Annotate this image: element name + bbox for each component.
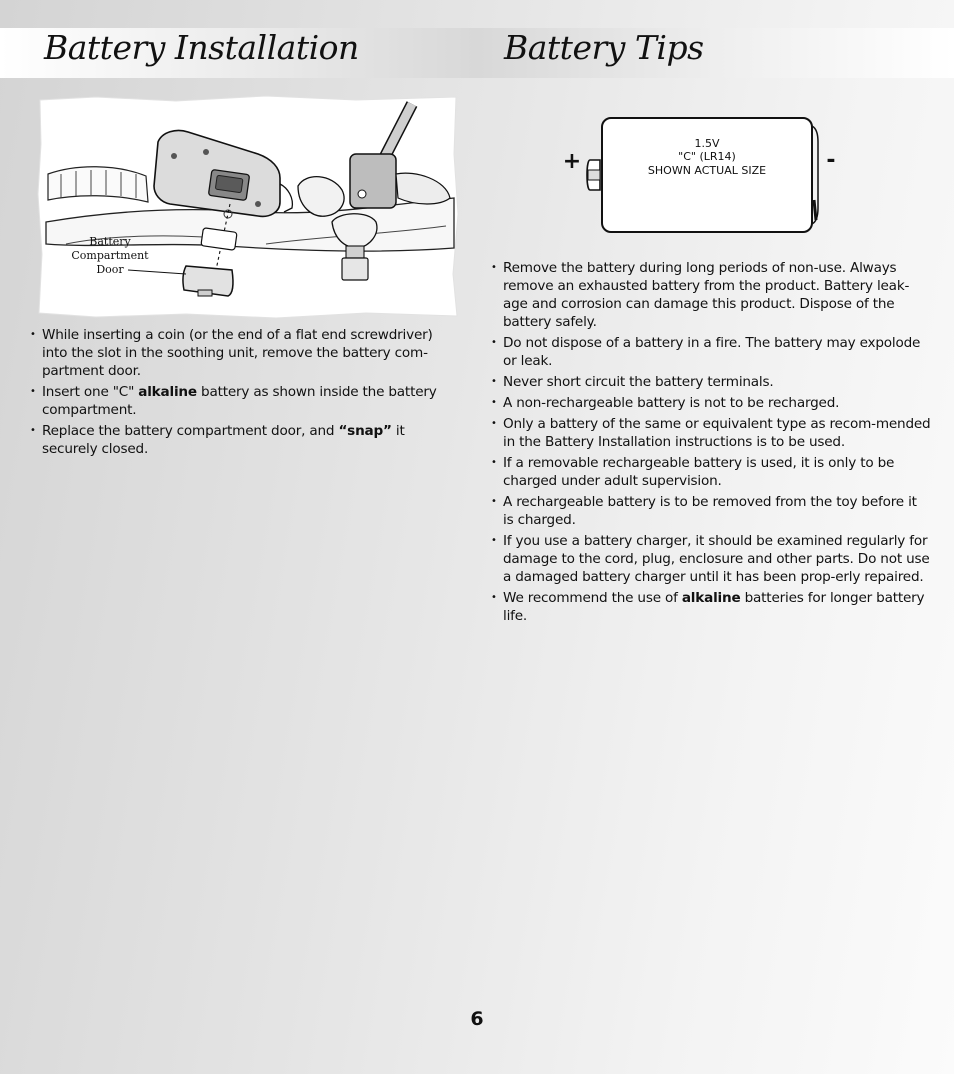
list-item-text: Do not dispose of a battery in a fire. The battery may expolode or leak. [503, 335, 921, 369]
battery-label-type: "C" (LR14) [678, 150, 736, 163]
list-item [491, 415, 931, 451]
list-item-text: A rechargeable battery is to be removed from the toy before it is charged. [503, 494, 917, 528]
list-item [30, 383, 455, 419]
list-item-text: Never short circuit the battery terminals. [503, 374, 774, 390]
c-battery-illustration [558, 112, 838, 238]
battery-tips-list [491, 259, 931, 628]
battery-installation-illustration [36, 94, 460, 320]
list-item [491, 334, 931, 370]
list-item [491, 373, 931, 391]
list-item-text-bold: “snap” [338, 423, 392, 439]
list-item-text-post: batteries for longer battery life. [503, 590, 925, 624]
list-item-text-pre: Replace the battery compartment door, and [42, 423, 339, 439]
list-item-text: If you use a battery charger, it should be examined regularly for damage to the cord, plug, enclosure and other parts. Do not use a damaged battery charger until it has been prop-erly repaired. [503, 533, 930, 585]
callout-compartment: Compartment [71, 249, 149, 262]
battery-plus-sign: + [562, 149, 582, 174]
list-item-text-post: battery as shown inside the battery compartment. [42, 384, 437, 418]
list-item [491, 493, 931, 529]
list-item [491, 259, 931, 331]
title-battery-tips: Battery Tips [504, 28, 704, 67]
list-item [491, 589, 931, 625]
list-item-text: Remove the battery during long periods of non-use. Always remove an exhausted battery from the product. Battery leak-age and corrosion can damage this product. Dispose of the battery safely. [503, 260, 910, 330]
list-item-text: Only a battery of the same or equivalent type as recom-mended in the Battery Installation instructions is to be used. [503, 416, 931, 450]
callout-battery: Battery [89, 235, 131, 248]
page-number: 6 [470, 1008, 484, 1030]
list-item-text: If a removable rechargeable battery is used, it is only to be charged under adult supervision. [503, 455, 895, 489]
title-battery-installation: Battery Installation [44, 28, 359, 67]
list-item [491, 532, 931, 586]
list-item-text-bold: alkaline [138, 384, 197, 400]
list-item [30, 326, 455, 380]
battery-minus-sign: - [826, 148, 836, 173]
callout-door: Door [96, 263, 124, 276]
list-item-text-pre: Insert one "C" [42, 384, 139, 400]
list-item [491, 394, 931, 412]
installation-steps-list [30, 326, 455, 461]
list-item-text-bold: alkaline [681, 590, 741, 606]
battery-label-size: SHOWN ACTUAL SIZE [647, 164, 767, 177]
list-item-text-post: it securely closed. [42, 423, 405, 457]
list-item-text-pre: We recommend the use of [503, 590, 682, 606]
list-item-text: While inserting a coin (or the end of a flat end screwdriver) into the slot in the soothing unit, remove the battery com-partment door. [42, 327, 433, 379]
battery-label-voltage: 1.5V [694, 137, 720, 150]
list-item [491, 454, 931, 490]
list-item-text: A non-rechargeable battery is not to be recharged. [503, 395, 840, 411]
list-item [30, 422, 455, 458]
